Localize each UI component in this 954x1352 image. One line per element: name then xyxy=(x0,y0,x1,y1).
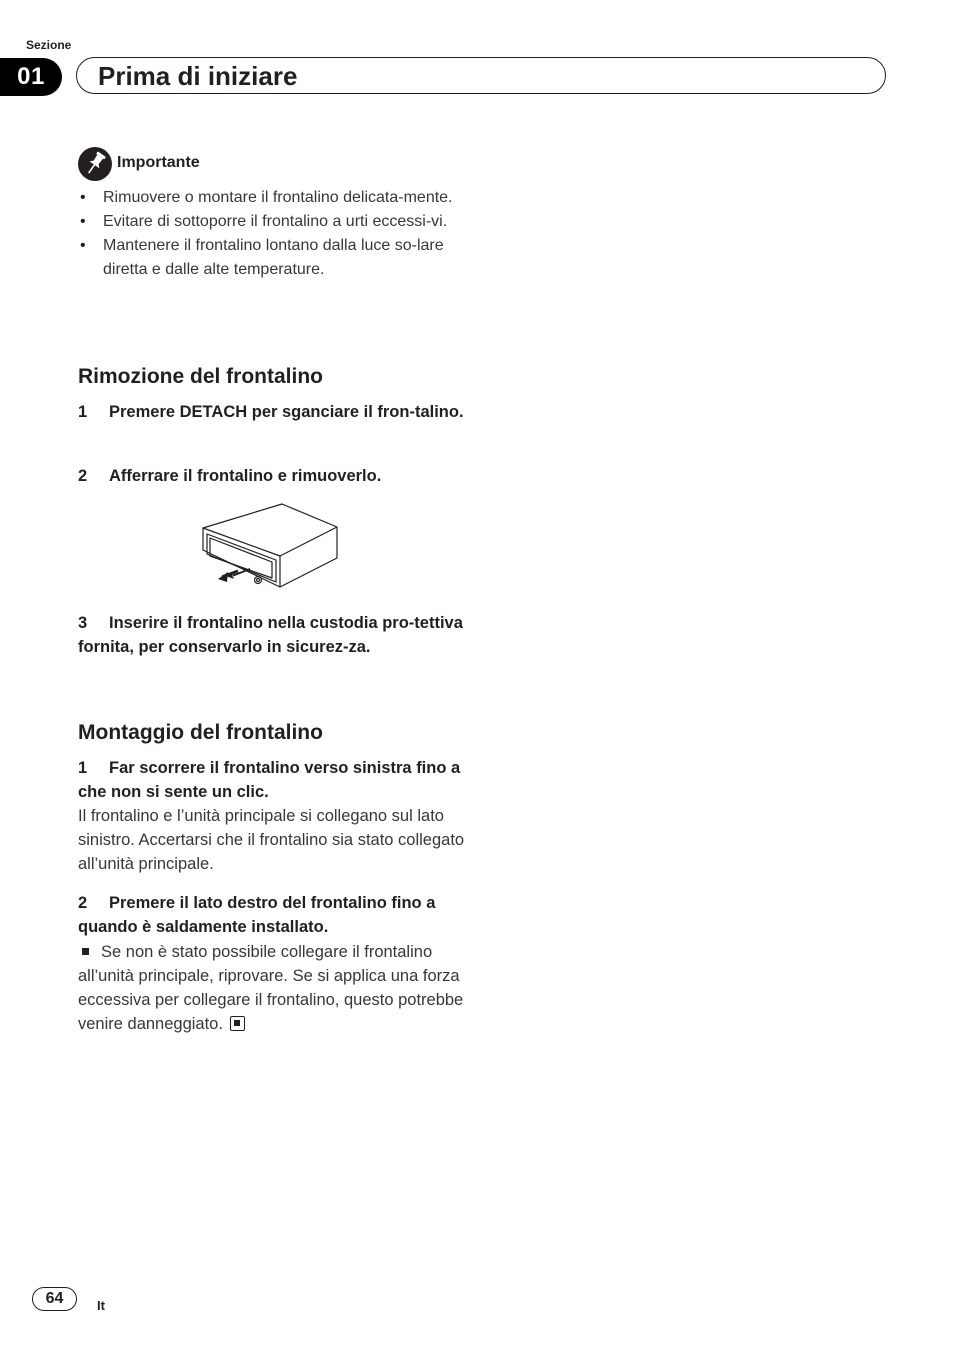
section-number-badge: 01 xyxy=(0,58,62,96)
important-label: Importante xyxy=(117,154,200,171)
removal-heading: Rimozione del frontalino xyxy=(78,365,323,388)
mounting-step-2-note xyxy=(78,940,470,1036)
removal-step-3 xyxy=(78,611,468,659)
step-text: Inserire il frontalino nella custodia pro-tettiva fornita, per conservarlo in sicurez-za. xyxy=(78,614,463,656)
important-bullet-list xyxy=(78,186,468,282)
list-item: • Mantenere il frontalino lontano dalla luce so-lare diretta e dalle alte temperature. xyxy=(78,234,468,282)
note-text: Se non è stato possibile collegare il frontalino all’unità principale, riprovare. Se si applica una forza eccessiva per collegare il frontalino, questo potrebbe venire danneggiato. xyxy=(78,943,464,1033)
language-code: It xyxy=(97,1298,105,1313)
important-pin-icon xyxy=(77,146,113,182)
step-text: Premere DETACH per sganciare il fron-talino. xyxy=(109,403,464,421)
step-number: 1 xyxy=(78,403,88,421)
note-square-icon xyxy=(82,948,89,955)
step-number: 1 xyxy=(78,759,88,777)
end-of-section-icon xyxy=(230,1016,245,1031)
step-text: Afferrare il frontalino e rimuoverlo. xyxy=(109,467,382,485)
front-panel-removal-illustration xyxy=(200,500,342,590)
mounting-step-1-body: Il frontalino e l’unità principale si collegano sul lato sinistro. Accertarsi che il frontalino sia stato collegato all’unità principale. xyxy=(78,807,465,873)
section-label: Sezione xyxy=(26,38,72,52)
mounting-heading: Montaggio del frontalino xyxy=(78,721,323,744)
chapter-title: Prima di iniziare xyxy=(98,61,298,91)
step-number: 3 xyxy=(78,614,88,632)
step-text: Far scorrere il frontalino verso sinistra fino a che non si sente un clic. xyxy=(78,759,461,801)
removal-step-2 xyxy=(78,464,468,488)
step-text: Premere il lato destro del frontalino fino a quando è saldamente installato. xyxy=(78,894,436,936)
mounting-step-1 xyxy=(78,756,468,804)
step-number: 2 xyxy=(78,894,88,912)
list-item: • Rimuovere o montare il frontalino delicata-mente. xyxy=(78,186,468,210)
page-number: 64 xyxy=(32,1287,77,1311)
mounting-step-2 xyxy=(78,891,468,939)
step-number: 2 xyxy=(78,467,88,485)
list-item: • Evitare di sottoporre il frontalino a urti eccessi-vi. xyxy=(78,210,468,234)
removal-step-1 xyxy=(78,400,468,424)
